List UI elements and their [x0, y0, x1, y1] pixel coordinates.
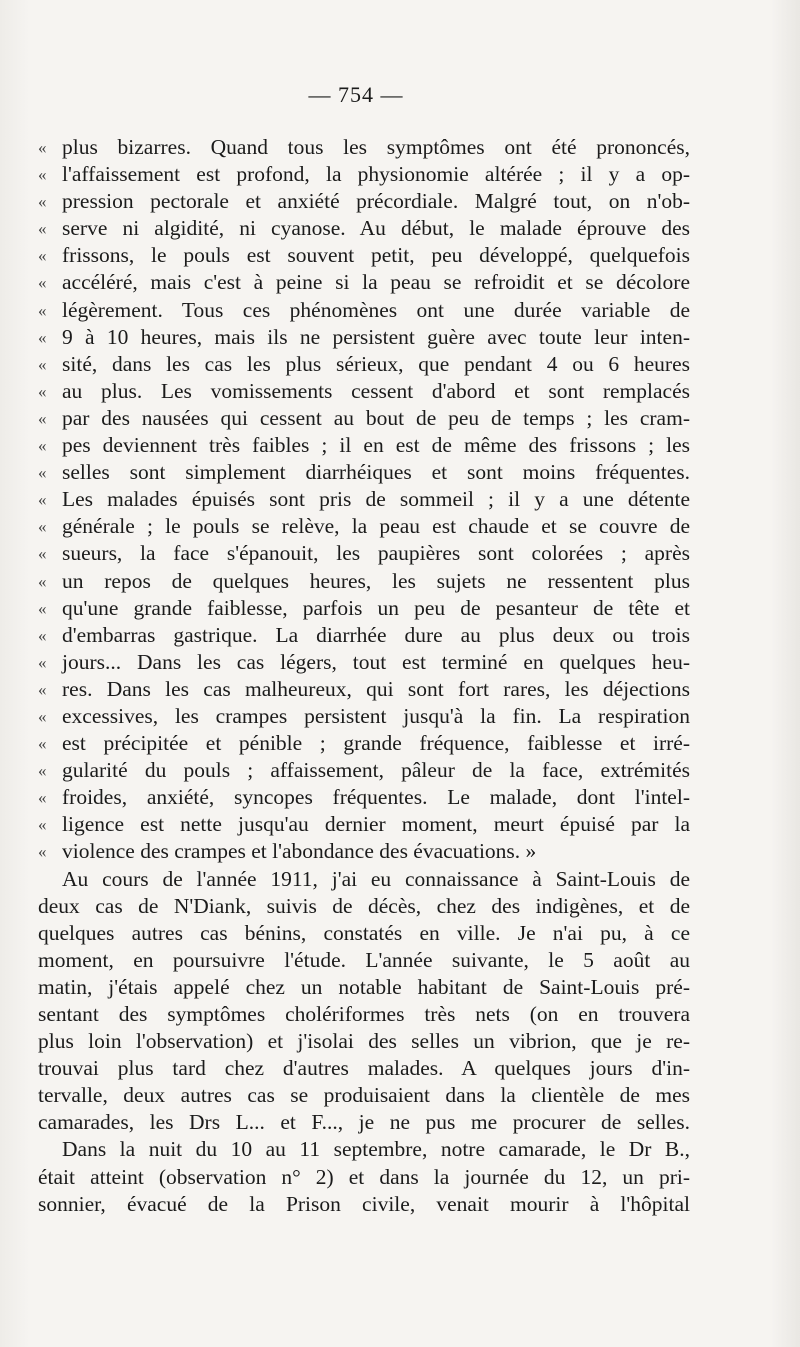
text-line: « frissons, le pouls est souvent petit, peu développé, quelquefois	[38, 242, 690, 269]
text-line: « ligence est nette jusqu'au dernier moment, meurt épuisé par la	[38, 811, 690, 838]
text-line: « un repos de quelques heures, les sujets ne ressentent plus	[38, 568, 690, 595]
quote-mark: «	[38, 625, 47, 645]
text-line: « qu'une grande faiblesse, parfois un peu de pesanteur de tête et	[38, 595, 690, 622]
text-line: Au cours de l'année 1911, j'ai eu connaissance à Saint-Louis de	[62, 866, 690, 891]
quote-mark: «	[38, 815, 47, 835]
text-line: trouvai plus tard chez d'autres malades. A quelques jours d'in-	[38, 1056, 690, 1081]
text-line: « violence des crampes et l'abondance des évacuations. »	[38, 838, 690, 865]
quote-mark: «	[38, 192, 47, 212]
quoted-passage	[38, 134, 690, 866]
text-line: deux cas de N'Diank, suivis de décès, chez des indigènes, et de	[38, 893, 690, 918]
quote-mark: «	[38, 219, 47, 239]
text-line: Dans la nuit du 10 au 11 septembre, notre camarade, le Dr B.,	[62, 1137, 690, 1162]
text-line: « serve ni algidité, ni cyanose. Au début, le malade éprouve des	[38, 215, 690, 242]
text-line: « Les malades épuisés sont pris de sommeil ; il y a une détente	[38, 486, 690, 513]
page-number: — 754 —	[308, 82, 404, 107]
text-line: « légèrement. Tous ces phénomènes ont une durée variable de	[38, 297, 690, 324]
quote-mark: «	[38, 706, 47, 726]
quote-mark: «	[38, 679, 47, 699]
text-line: « générale ; le pouls se relève, la peau est chaude et se couvre de	[38, 513, 690, 540]
quote-mark: «	[38, 327, 47, 347]
text-line: sentant des symptômes cholériformes très nets (on en trouvera	[38, 1002, 690, 1026]
quote-mark: «	[38, 300, 47, 320]
text-body	[38, 134, 690, 1218]
quote-mark: «	[38, 788, 47, 808]
text-line: tervalle, deux autres cas se produisaient dans la clientèle de mes	[38, 1083, 690, 1108]
quote-mark: «	[38, 598, 47, 618]
text-line: « au plus. Les vomissements cessent d'abord et sont remplacés	[38, 378, 690, 405]
quote-mark: «	[38, 381, 47, 401]
quote-mark: «	[38, 354, 47, 374]
quote-mark: «	[38, 463, 47, 483]
text-line: « jours... Dans les cas légers, tout est terminé en quelques heu-	[38, 649, 690, 676]
text-line: « sueurs, la face s'épanouit, les paupières sont colorées ; après	[38, 540, 690, 567]
paragraph	[38, 866, 690, 1137]
quote-mark: «	[38, 734, 47, 754]
text-line: « par des nausées qui cessent au bout de peu de temps ; les cram-	[38, 405, 690, 432]
quote-mark: «	[38, 165, 47, 185]
text-line: était atteint (observation n° 2) et dans la journée du 12, un pri-	[38, 1164, 690, 1189]
quote-mark: «	[38, 652, 47, 672]
text-line: « pression pectorale et anxiété précordiale. Malgré tout, on n'ob-	[38, 188, 690, 215]
text-line: « selles sont simplement diarrhéiques et sont moins fréquentes.	[38, 459, 690, 486]
text-line: « gularité du pouls ; affaissement, pâleur de la face, extrémités	[38, 757, 690, 784]
quote-mark: «	[38, 408, 47, 428]
text-line: « res. Dans les cas malheureux, qui sont fort rares, les déjections	[38, 676, 690, 703]
text-line: « sité, dans les cas les plus sérieux, que pendant 4 ou 6 heures	[38, 351, 690, 378]
text-line: matin, j'étais appelé chez un notable habitant de Saint-Louis pré-	[38, 974, 690, 999]
quote-mark: «	[38, 436, 47, 456]
text-line: « est précipitée et pénible ; grande fréquence, faiblesse et irré-	[38, 730, 690, 757]
text-line: « plus bizarres. Quand tous les symptômes ont été prononcés,	[38, 134, 690, 161]
quote-mark: «	[38, 544, 47, 564]
text-line: « d'embarras gastrique. La diarrhée dure au plus deux ou trois	[38, 622, 690, 649]
quote-mark: «	[38, 246, 47, 266]
text-line: quelques autres cas bénins, constatés en ville. Je n'ai pu, à ce	[38, 920, 690, 945]
text-line: « accéléré, mais c'est à peine si la peau se refroidit et se décolore	[38, 269, 690, 296]
quote-mark: «	[38, 490, 47, 510]
quote-mark: «	[38, 517, 47, 537]
text-line: plus loin l'observation) et j'isolai des selles un vibrion, que je re-	[38, 1029, 690, 1054]
text-line: « l'affaissement est profond, la physionomie altérée ; il y a op-	[38, 161, 690, 188]
quote-mark: «	[38, 273, 47, 293]
quote-mark: «	[38, 761, 47, 781]
text-line: « froides, anxiété, syncopes fréquentes. Le malade, dont l'intel-	[38, 784, 690, 811]
quote-mark: «	[38, 842, 47, 862]
text-line: « pes deviennent très faibles ; il en est de même des frissons ; les	[38, 432, 690, 459]
quote-mark: «	[38, 571, 47, 591]
text-line: sonnier, évacué de la Prison civile, venait mourir à l'hôpital	[38, 1191, 690, 1216]
text-line: « 9 à 10 heures, mais ils ne persistent guère avec toute leur inten-	[38, 324, 690, 351]
text-line: camarades, les Drs L... et F..., je ne pus me procurer de selles.	[38, 1110, 690, 1135]
paragraph	[38, 1136, 690, 1217]
text-line: « excessives, les crampes persistent jusqu'à la fin. La respiration	[38, 703, 690, 730]
text-line: moment, en poursuivre l'étude. L'année suivante, le 5 août au	[38, 947, 690, 972]
quote-mark: «	[38, 138, 47, 157]
